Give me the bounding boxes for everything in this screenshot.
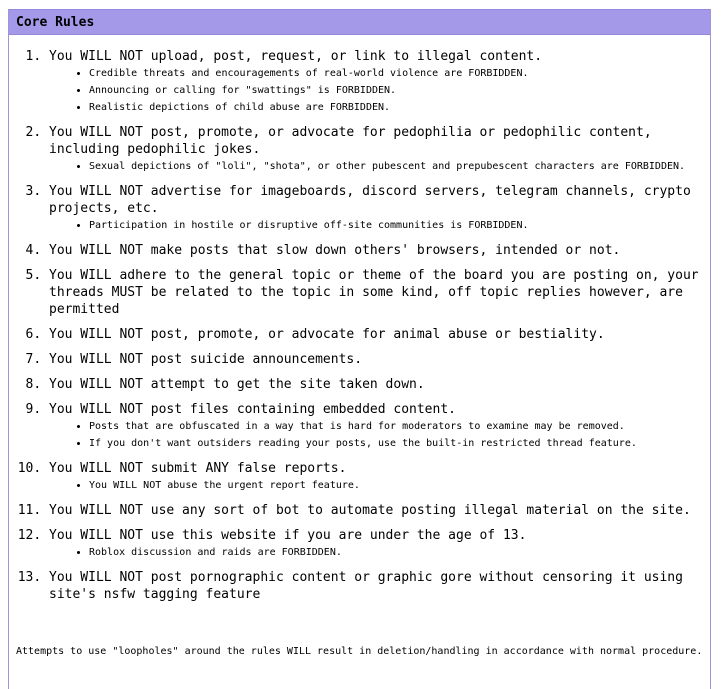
panel-title: Core Rules	[16, 15, 95, 30]
panel-header	[9, 9, 710, 35]
rules-panel	[8, 9, 711, 689]
sub-rule-item: • Participation in hostile or disruptive off-site communities is FORBIDDEN.	[89, 217, 702, 234]
rule-item	[49, 376, 702, 393]
rule-item	[49, 183, 702, 234]
sub-rule-item: • Posts that are obfuscated in a way that is hard for moderators to examine may be removed.	[89, 418, 702, 435]
sub-rule-item: • If you don't want outsiders reading your posts, use the built-in restricted thread feature.	[89, 435, 702, 452]
rule-item	[49, 242, 702, 259]
rule-text: You WILL NOT upload, post, request, or link to illegal content.	[49, 49, 543, 64]
rule-text: You WILL NOT post, promote, or advocate for pedophilia or pedophilic content, including pedophilic jokes.	[49, 125, 652, 157]
rule-item	[49, 124, 702, 175]
rules-footer-note: Attempts to use "loopholes" around the rules WILL result in deletion/handling in accordance with normal procedure.	[16, 646, 703, 657]
rule-text: You WILL NOT use this website if you are under the age of 13.	[49, 528, 527, 543]
rule-item	[49, 267, 702, 318]
rule-text: You WILL NOT post, promote, or advocate for animal abuse or bestiality.	[49, 327, 605, 342]
sub-rules-list	[49, 65, 702, 116]
sub-rule-item: • Announcing or calling for "swattings" is FORBIDDEN.	[89, 82, 702, 99]
rule-item	[49, 460, 702, 494]
rule-item	[49, 351, 702, 368]
rule-item	[49, 326, 702, 343]
rule-text: You WILL NOT post files containing embedded content.	[49, 402, 456, 417]
sub-rules-list	[49, 477, 702, 494]
rule-text: You WILL NOT attempt to get the site taken down.	[49, 377, 425, 392]
rule-text: You WILL adhere to the general topic or theme of the board you are posting on, your threads MUST be related to the topic in some kind, off topic replies however, are permitted	[49, 268, 699, 317]
rule-item	[49, 502, 702, 519]
sub-rule-item: • Credible threats and encouragements of real-world violence are FORBIDDEN.	[89, 65, 702, 82]
rule-text: You WILL NOT use any sort of bot to automate posting illegal material on the site.	[49, 503, 691, 518]
rule-text: You WILL NOT make posts that slow down others' browsers, intended or not.	[49, 243, 621, 258]
rule-text: You WILL NOT submit ANY false reports.	[49, 461, 347, 476]
sub-rules-list	[49, 158, 702, 175]
rule-item	[49, 569, 702, 603]
rule-text: You WILL NOT advertise for imageboards, discord servers, telegram channels, crypto projects, etc.	[49, 184, 691, 216]
sub-rules-list	[49, 544, 702, 561]
sub-rules-list	[49, 217, 702, 234]
rule-text: You WILL NOT post pornographic content or graphic gore without censoring it using site's nsfw tagging feature	[49, 570, 683, 602]
rule-item	[49, 527, 702, 561]
rules-list	[9, 48, 710, 603]
sub-rule-item: • Realistic depictions of child abuse are FORBIDDEN.	[89, 99, 702, 116]
rule-text: You WILL NOT post suicide announcements.	[49, 352, 363, 367]
sub-rule-item: • Sexual depictions of "loli", "shota", or other pubescent and prepubescent characters are FORBIDDEN.	[89, 158, 702, 175]
sub-rule-item: • You WILL NOT abuse the urgent report feature.	[89, 477, 702, 494]
sub-rule-item: • Roblox discussion and raids are FORBIDDEN.	[89, 544, 702, 561]
rule-item	[49, 401, 702, 452]
sub-rules-list	[49, 418, 702, 452]
rule-item	[49, 48, 702, 116]
